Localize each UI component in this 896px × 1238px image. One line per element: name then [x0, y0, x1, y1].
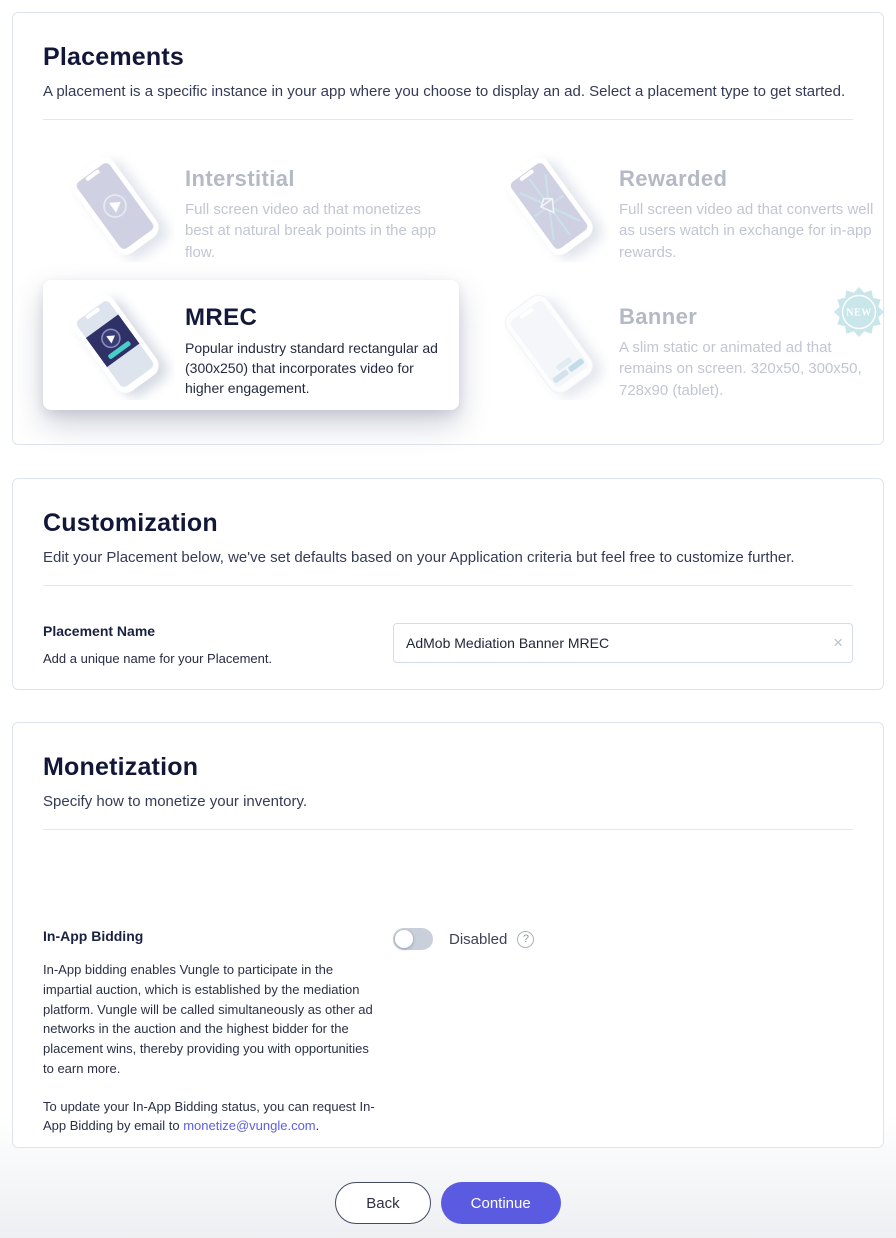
back-button[interactable]: Back	[335, 1182, 430, 1224]
placement-type-description: A slim static or animated ad that remains on screen. 320x50, 300x50, 728x90 (tablet).	[619, 339, 862, 399]
continue-button[interactable]: Continue	[441, 1182, 561, 1224]
clear-input-icon[interactable]: ×	[833, 633, 843, 652]
in-app-bidding-row	[43, 928, 853, 1136]
contact-text-prefix: To update your In-App Bidding status, you can request In-App Bidding by email to	[43, 1098, 375, 1134]
rewarded-phone-icon	[489, 150, 609, 262]
contact-text-suffix: .	[315, 1118, 320, 1134]
interstitial-phone-icon	[55, 150, 175, 262]
in-app-bidding-contact	[43, 1097, 379, 1137]
placement-type-description: Full screen video ad that converts well as users watch in exchange for in-app rewards.	[619, 201, 874, 261]
placement-type-mrec[interactable]	[43, 280, 459, 410]
placement-type-grid	[43, 142, 874, 410]
placement-name-row	[43, 623, 853, 666]
placement-type-title: Rewarded	[619, 166, 728, 191]
banner-phone-icon	[489, 288, 609, 400]
placement-type-title: Banner	[619, 304, 698, 329]
monetization-subtitle: Specify how to monetize your inventory.	[43, 793, 308, 810]
divider	[43, 119, 853, 120]
new-badge-icon	[833, 286, 885, 338]
customization-subtitle: Edit your Placement below, we've set defaults based on your Application criteria but feel free to customize further.	[43, 549, 795, 566]
placement-name-input[interactable]	[393, 623, 853, 663]
placement-type-title: MREC	[185, 304, 258, 331]
placements-subtitle: A placement is a specific instance in your app where you choose to display an ad. Select a placement type to get started.	[43, 83, 846, 100]
placement-type-interstitial[interactable]	[43, 142, 459, 272]
placements-card	[12, 12, 884, 445]
in-app-bidding-status: Disabled	[449, 930, 508, 948]
placement-type-banner[interactable]	[477, 280, 893, 410]
in-app-bidding-toggle[interactable]	[393, 928, 433, 950]
in-app-bidding-description: In-App bidding enables Vungle to participate in the impartial auction, which is established by the mediation platform. Vungle will be called simultaneously as other ad networks in the auction and the highest bidder for the placement wins, thereby providing you with opportunities to earn more.	[43, 962, 373, 1076]
placement-name-label: Placement Name	[43, 623, 156, 639]
placement-name-help: Add a unique name for your Placement.	[43, 651, 273, 666]
toggle-knob	[395, 930, 413, 948]
monetization-title: Monetization	[43, 753, 199, 781]
placement-type-rewarded[interactable]	[477, 142, 893, 272]
customization-card	[12, 478, 884, 690]
new-badge-label: NEW	[846, 307, 872, 319]
monetization-card	[12, 722, 884, 1148]
placement-type-title: Interstitial	[185, 166, 295, 191]
mrec-phone-icon	[55, 288, 175, 400]
divider	[43, 829, 853, 830]
in-app-bidding-label: In-App Bidding	[43, 928, 144, 944]
help-icon[interactable]: ?	[517, 931, 534, 948]
footer-actions	[0, 1182, 896, 1224]
customization-title: Customization	[43, 509, 218, 537]
placements-title: Placements	[43, 43, 184, 71]
placement-type-description: Popular industry standard rectangular ad (300x250) that incorporates video for higher engagement.	[185, 340, 438, 396]
divider	[43, 585, 853, 586]
placement-type-description: Full screen video ad that monetizes best at natural break points in the app flow.	[185, 201, 437, 261]
monetize-email-link[interactable]: monetize@vungle.com	[183, 1118, 316, 1134]
